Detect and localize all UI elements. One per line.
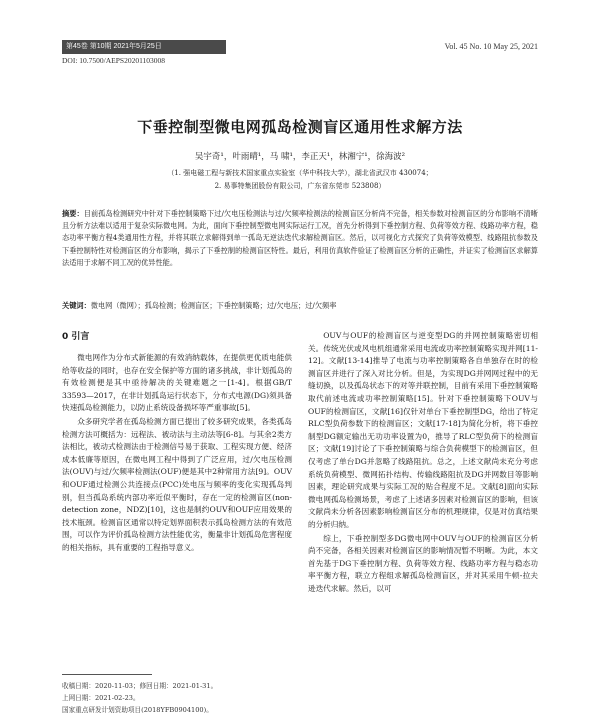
footnote-divider <box>62 674 152 675</box>
affiliation-1: （1. 强电磁工程与新技术国家重点实验室（华中科技大学），湖北省武汉市 430074； <box>167 169 433 177</box>
keywords-text: 微电网（微网）；孤岛检测；检测盲区；下垂控制策略；过/欠电压；过/欠频率 <box>90 301 337 310</box>
journal-issue-english: Vol. 45 No. 10 May 25, 2021 <box>444 42 538 51</box>
right-column <box>308 330 538 596</box>
left-column <box>62 330 292 556</box>
journal-issue-bar: 第45卷 第10期 2021年5月25日 <box>62 40 226 54</box>
intro-paragraph-1: 微电网作为分布式新能源的有效消纳载体，在提供更优质电能供给等收益的同时，也存在安全保护等方面的诸多挑战，非计划孤岛的有效检测便是其中亟待解决的关键难题之一[1-4]。根据GB/T 33593—2017，在非计划孤岛运行状态下，分布式电源(DG)须具备快速孤岛检测能力，以防止系统设备损坏等严重事故[5]。 <box>62 353 292 413</box>
doi: DOI: 10.7500/AEPS20201103008 <box>62 56 166 65</box>
keywords <box>62 300 538 312</box>
abstract-label: 摘要： <box>62 209 84 218</box>
right-paragraph-2: 综上，下垂控制型多DG微电网中OUV与OUF的检测盲区分析尚不完备，各相关因素对检测盲区的影响情况暂不明晰。为此，本文首先基于DG下垂控制方程、负荷等效方程、线路功率方程与稳态功率平衡方程，联立方程组求解孤岛检测盲区，并对其采用牛顿-拉夫逊迭代求解。然后，以可 <box>308 533 538 593</box>
paper-title: 下垂控制型微电网孤岛检测盲区通用性求解方法 <box>137 118 463 136</box>
right-paragraph-1: OUV与OUF的检测盲区与逆变型DG的并网控制策略密切相关。传统光伏或风电机组通常采用电流或功率控制策略实现并网[11-12]。文献[13-14]推导了电流与功率控制策略各自单独存在时的检测盲区并进行了深入对比分析。但是，为实现DG并网网过程中的无缝切换，以及孤岛状态下的对等并联控制，目前有采用下垂控制策略取代前述电流或功率控制策略[15]。针对下垂控制策略下OUV与OUF的检测盲区，文献[16]仅针对单台下垂控制型DG，给出了特定RLC型负荷参数下的检测盲区；文献[17-18]为简化分析，将下垂控制型DG额定输出无功功率设置为0，推导了RLC型负荷下的检测盲区；文献[19]讨论了下垂控制策略与综合负荷模型下的检测盲区，但仅考虑了单台DG并忽略了线路阻抗。总之，上述文献尚未充分考虑系统负荷模型、微网拓扑结构、传输线路阻抗及DG并网数目等影响因素，理论研究成果与实际工况的贴合程度不足。文献[8]面向实际微电网孤岛检测场景，考虑了上述诸多因素对检测盲区的影响，但该文献尚未分析各因素影响检测盲区分布的机理规律，仅是对仿真结果的分析归纳。 <box>308 331 538 529</box>
abstract-text: 目前孤岛检测研究中针对下垂控制策略下过/欠电压检测法与过/欠频率检测法的检测盲区分析尚不完备，相关参数对检测盲区的分布影响不清晰且分析方法难以适用于复杂实际微电网。为此，面向下垂控制型微电网实际运行工况，首先分析得到下垂控制方程、负荷等效方程、线路功率方程，稳态功率平衡方程4类通用性方程，并将其联立求解得到单一孤岛无逆法迭代求解检测盲区。然后，以可视化方式探究了负荷等效模型、线路阻抗参数及下垂控制特性对检测盲区的分布影响，揭示了下垂控制的检测盲区特性。最后，利用仿真软件验证了检测盲区分析的正确性，并证实了检测盲区求解算法适用于求解不同工况的优异性能。 <box>62 209 538 267</box>
keywords-label: 关键词： <box>62 301 91 310</box>
footnotes <box>62 680 298 716</box>
footnote-funding: 国家重点研发计划资助项目(2018YFB0904100)。 <box>62 706 213 714</box>
footnote-online: 上网日期：2021-02-23。 <box>62 694 140 702</box>
author-list: 吴宇奇¹，叶雨晴¹，马 啸¹，李正天¹，林湘宁¹，徐海波² <box>194 152 406 162</box>
footnote-received: 收稿日期：2020-11-03；修回日期：2021-01-31。 <box>62 682 218 690</box>
intro-paragraph-2: 众多研究学者在孤岛检测方面已提出了较多研究成果，各类孤岛检测方法可概括为：远程法、被动法与主动法等[6-8]。与其余2类方法相比，被动式检测法由于检测信号易于获取、工程实现方便、经济成本低廉等原因，在微电网工程中得到了广泛应用，过/欠电压检测法(OUV)与过/欠频率检测法(OUF)便是其中2种常用方法[9]。OUV和OUF通过检测公共连接点(PCC)处电压与频率的变化实现孤岛判别，但当孤岛系统内部功率近似平衡时，存在一定的检测盲区(non-detection zone，NDZ)[10]，这也是制约OUV和OUF应用效果的技术瓶颈。检测盲区通常以特定划界面积表示孤岛检测方法的有效范围，可以作为评价孤岛检测方法性能优劣，衡量非计划孤岛危害程度的相关指标，具有重要的工程指导意义。 <box>62 416 292 552</box>
abstract <box>62 208 538 269</box>
affiliation-2: 2. 易事特集团股份有限公司，广东省东莞市 523808） <box>214 182 386 190</box>
section-heading-intro: 0 引言 <box>62 332 90 342</box>
